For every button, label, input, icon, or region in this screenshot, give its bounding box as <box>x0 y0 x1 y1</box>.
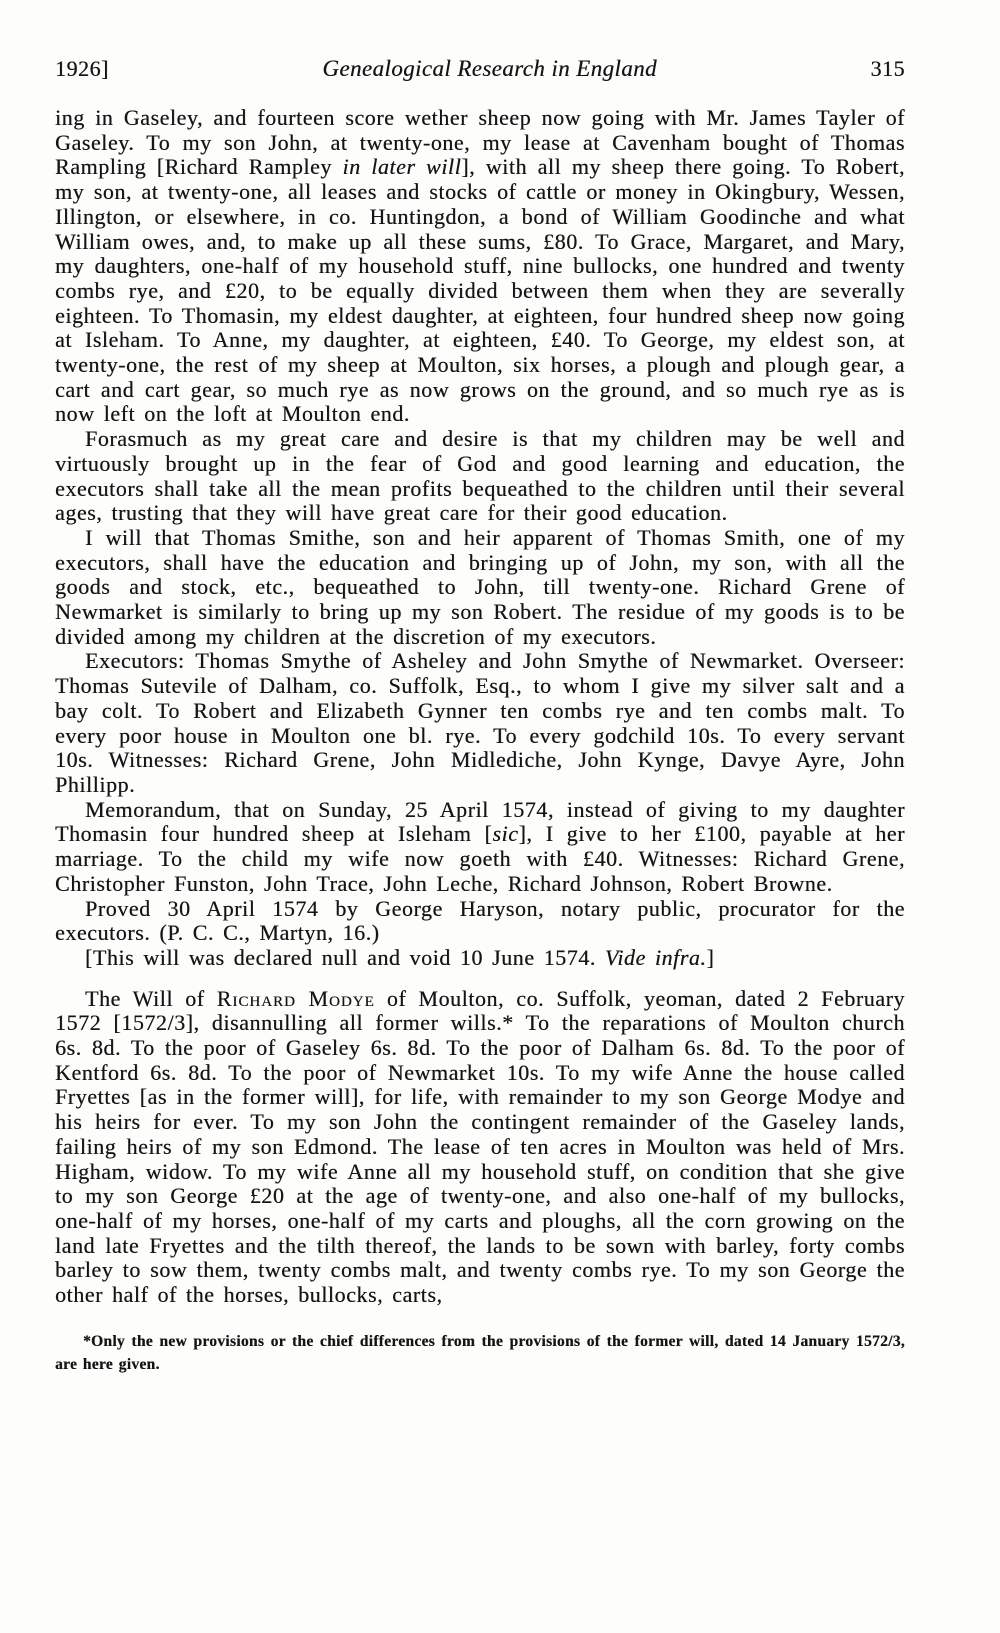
italic-text-segment: in later will <box>342 154 462 180</box>
footnote-text <box>55 1330 905 1376</box>
footnote-block <box>55 1330 905 1376</box>
text-segment: Executors: Thomas Smythe of Asheley and John Smythe of Newmarket. Overseer: Thomas Sutevile of Dalham, co. Suffolk, Esq., to whom I give my silver salt and a bay colt. To Robert and Elizabeth Gynner ten combs rye and ten combs malt. To every poor house in Moulton one bl. rye. To every godchild 10s. To every servant 10s. Witnesses: Richard Grene, John Midlediche, John Kynge, Davye Ayre, John Phillipp. <box>55 648 905 797</box>
paragraph-education-of-john <box>55 526 905 650</box>
text-segment: Forasmuch as my great care and desire is that my children may be well and virtuously brought up in the fear of God and good learning and education, the executors shall take all the mean profits bequeathed to the children until their several ages, trusting that they will have great care for their good education. <box>55 426 905 526</box>
text-segment: ], I give to her £100, payable at her marriage. To the child my wife now goeth with £40. Witnesses: Richard Grene, Christopher Funston, John Trace, John Leche, Richard Johnson, Robert Browne. <box>55 821 905 896</box>
text-segment: *Only the new provisions or the chief differences from the provisions of the former will, dated 14 January 1572/3, are here given. <box>55 1332 905 1373</box>
text-segment: of Moulton, co. Suffolk, yeoman, dated 2 February 1572 [1572/3], disannulling all former wills.* To the reparations of Moulton church 6s. 8d. To the poor of Gaseley 6s. 8d. To the poor of Dalham 6s. 8d. To the poor of Kentford 6s. 8d. To the poor of Newmarket 10s. To my wife Anne the house called Fryettes [as in the former will], for life, with remainder to my son George Modye and his heirs for ever. To my son John the contingent remainder of the Gaseley lands, failing heirs of my son Edmond. The lease of ten acres in Moulton was held of Mrs. Higham, widow. To my wife Anne all my household stuff, on condition that she give to my son George £20 at the age of twenty-one, and also one-half of my bullocks, one-half of my horses, one-half of my carts and ploughs, all the corn growing on the land late Fryettes and the tilth thereof, the lands to be sown with barley, forty combs barley to sow them, twenty combs malt, and twenty combs rye. To my son George the other half of the horses, bullocks, carts, <box>55 985 906 1308</box>
text-segment: ] <box>706 944 715 970</box>
text-segment: [This will was declared null and void 10 June 1574. <box>85 944 605 970</box>
text-segment: ing in Gaseley, and fourteen score wether sheep now going with Mr. James Tayler of Gaseley. To my son John, at twenty-one, my lease at Cavenham bought of Thomas Rampling [Richard Rampley <box>55 105 905 180</box>
paragraph-probate <box>55 897 905 946</box>
text-segment: The Will of <box>85 985 217 1011</box>
small-caps-name-segment: Richard Modye <box>216 985 375 1011</box>
running-header <box>55 56 905 82</box>
paragraph-smith-will-continuation <box>55 106 905 427</box>
text-segment: ], with all my sheep there going. To Robert, my son, at twenty-one, all leases and stocks of cattle or money in Okingbury, Wessen, Illington, or elsewhere, in co. Huntingdon, a bond of William Goodinche and what William owes, and, to make up all these sums, £80. To Grace, Margaret, and Mary, my daughters, one-half of my household stuff, nine bullocks, one hundred and twenty combs rye, and £20, to be equally divided between them when they are severally eighteen. To Thomasin, my eldest daughter, at eighteen, four hundred sheep now going at Isleham. To Anne, my daughter, at eighteen, £40. To George, my eldest son, at twenty-one, the rest of my sheep at Moulton, six horses, a plough and plough gear, a cart and cart gear, so much rye as now grows on the ground, and so much rye as is now left on the loft at Moulton end. <box>55 154 905 427</box>
text-segment: I will that Thomas Smithe, son and heir apparent of Thomas Smith, one of my executors, shall have the education and bringing up of John, my son, with all the goods and stock, etc., bequeathed to John, till twenty-one. Richard Grene of Newmarket is similarly to bring up my son Robert. The residue of my goods is to be divided among my children at the discretion of my executors. <box>55 524 905 649</box>
paragraph-memorandum <box>55 798 905 897</box>
text-segment: Proved 30 April 1574 by George Haryson, notary public, procurator for the executors. (P. C. C., Martyn, 16.) <box>55 895 905 946</box>
paragraph-null-and-void-note <box>55 946 905 971</box>
header-page-number: 315 <box>870 56 905 81</box>
header-journal-title: Genealogical Research in England <box>322 56 657 81</box>
paragraph-forasmuch <box>55 427 905 526</box>
text-segment: Memorandum, that on Sunday, 25 April 1574, instead of giving to my daughter Thomasin four hundred sheep at Isleham [ <box>55 796 905 847</box>
paragraph-modye-will <box>55 987 905 1308</box>
page-body <box>55 106 905 1376</box>
italic-text-segment: sic <box>492 821 519 847</box>
paragraph-executors <box>55 649 905 797</box>
italic-text-segment: Vide infra. <box>604 944 707 970</box>
header-year: 1926] <box>55 56 109 81</box>
